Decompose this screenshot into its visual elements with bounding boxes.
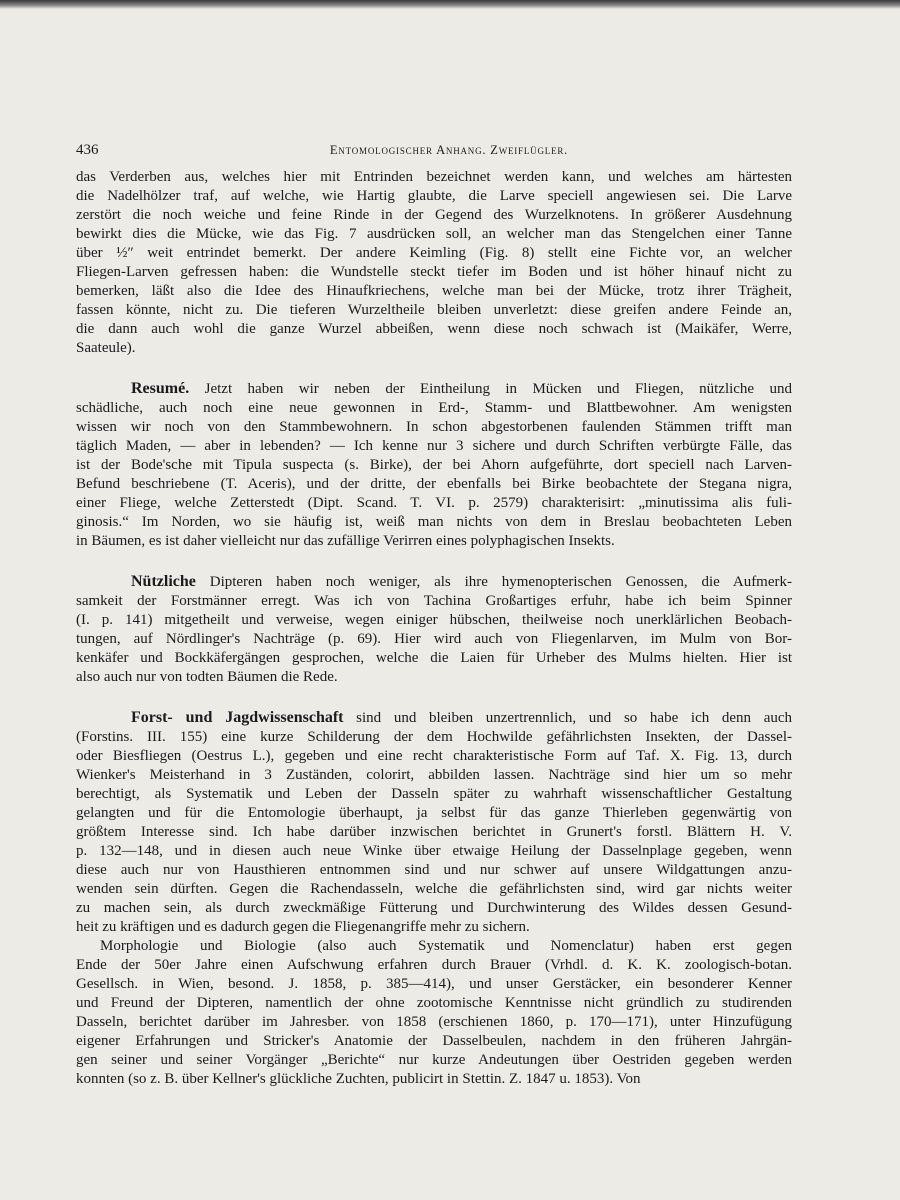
line-text: Wienker's Meisterhand in 3 Zuständen, colorirt, abbilden lassen. Nachträge sind hier um so mehr bbox=[76, 767, 792, 783]
line-text: oder Biesfliegen (Oestrus L.), gegeben und eine recht charakteristische Form auf Taf. X. Fig. 13, durch bbox=[76, 748, 792, 764]
line-text: samkeit der Forstmänner erregt. Was ich von Tachina Großartiges erfuhr, habe ich beim Spinner bbox=[76, 593, 792, 609]
text-line bbox=[76, 747, 792, 766]
paragraph bbox=[76, 379, 792, 551]
paragraph-spacer bbox=[76, 358, 792, 379]
paragraph bbox=[76, 708, 792, 937]
text-line bbox=[76, 1032, 792, 1051]
line-text: tungen, auf Nördlinger's Nachträge (p. 69). Hier wird auch von Fliegenlarven, im Mulm von Bor- bbox=[76, 631, 792, 647]
line-text: bemerken, läßt also die Idee des Hinaufkriechens, welche man bei der Mücke, trotz ihrer Trägheit, bbox=[76, 283, 792, 299]
line-text: ginosis.“ Im Norden, wo sie häufig ist, weiß man nichts von dem in Breslau beobachteten Leben bbox=[76, 514, 792, 530]
text-line bbox=[76, 1070, 792, 1089]
line-text: Jetzt haben wir neben der Eintheilung in Mücken und Fliegen, nützliche und bbox=[204, 381, 793, 397]
text-line bbox=[76, 766, 792, 785]
line-text: also auch nur von todten Bäumen die Rede. bbox=[76, 669, 338, 685]
line-text: größtem Interesse sind. Ich habe darüber inzwischen berichtet in Grunert's forstl. Blättern H. V. bbox=[76, 824, 792, 840]
line-text: die Nadelhölzer traf, auf welche, wie Hartig glaubte, die Larve speciell angewiesen sei. Die Larve bbox=[76, 188, 792, 204]
paragraph bbox=[76, 572, 792, 687]
text-line bbox=[76, 630, 792, 649]
text-line bbox=[76, 728, 792, 747]
line-text: über ½″ weit entrindet bemerkt. Der andere Keimling (Fig. 8) stellt eine Fichte vor, an welcher bbox=[76, 245, 792, 261]
page-header bbox=[76, 142, 792, 168]
text-line bbox=[76, 956, 792, 975]
paragraph-spacer bbox=[76, 551, 792, 572]
text-line bbox=[76, 649, 792, 668]
text-line bbox=[76, 456, 792, 475]
line-text: das Verderben aus, welches hier mit Entrinden bezeichnet werden kann, und welches am härtesten bbox=[76, 169, 792, 185]
line-text: Befund beschriebene (T. Aceris), und der dritte, der ebenfalls bei Birke beobachtete der Stegana nigra, bbox=[76, 476, 792, 492]
text-line bbox=[76, 994, 792, 1013]
text-line bbox=[76, 475, 792, 494]
line-text: wissen wir noch von den Stammbewohnern. In schon abgestorbenen faulenden Stämmen trifft man bbox=[76, 419, 792, 435]
text-line bbox=[76, 206, 792, 225]
line-text: zu machen sein, als durch zweckmäßige Fütterung und Durchwinterung des Wildes dessen Gesund- bbox=[76, 900, 792, 916]
text-line bbox=[76, 225, 792, 244]
line-text: Saateule). bbox=[76, 340, 136, 356]
paragraph-spacer bbox=[76, 687, 792, 708]
book-page bbox=[76, 142, 792, 1089]
paragraph bbox=[76, 937, 792, 1089]
line-text: zerstört die noch weiche und feine Rinde in der Gegend des Wurzelknotens. In größerer Ausdehnung bbox=[76, 207, 792, 223]
text-line bbox=[76, 301, 792, 320]
text-line bbox=[76, 918, 792, 937]
line-text: diese auch nur von Hausthieren entnommen sind und nur schwer auf unsere Wildgattungen anzu- bbox=[76, 862, 792, 878]
text-line bbox=[76, 263, 792, 282]
runin-heading: Resumé. bbox=[131, 380, 190, 397]
line-text: Dipteren haben noch weniger, als ihre hymenopterischen Genossen, die Aufmerk- bbox=[209, 574, 792, 590]
text-line bbox=[76, 168, 792, 187]
line-text: in Bäumen, es ist daher vielleicht nur das zufällige Verirren eines polyphagischen Insekts. bbox=[76, 533, 615, 549]
line-text: fassen könnte, nicht zu. Die tieferen Wurzeltheile bleiben unverletzt: diese greifen andere Feinde an, bbox=[76, 302, 792, 318]
text-line bbox=[76, 1013, 792, 1032]
text-line bbox=[76, 282, 792, 301]
text-line bbox=[76, 611, 792, 630]
runin-heading: Forst- und Jagdwissenschaft bbox=[131, 709, 344, 726]
line-text: wenden sein dürften. Gegen die Rachendasseln, welche die gefährlichsten sind, wird gar nichts weiter bbox=[76, 881, 792, 897]
line-text: bewirkt dies die Mücke, wie das Fig. 7 ausdrücken soll, an welcher man das Stengelchen einer Tanne bbox=[76, 226, 792, 242]
line-text: ist der Bode'sche mit Tipula suspecta (s. Birke), der bei Ahorn aufgeführte, dort speciell nach Larven- bbox=[76, 457, 792, 473]
text-line bbox=[76, 1051, 792, 1070]
text-line bbox=[76, 494, 792, 513]
line-text: Ende der 50er Jahre einen Aufschwung erfahren durch Brauer (Vrhdl. d. K. K. zoologisch-botan. bbox=[76, 957, 792, 973]
text-line bbox=[76, 899, 792, 918]
runin-heading: Nützliche bbox=[131, 573, 196, 590]
text-line bbox=[76, 379, 792, 399]
line-text: heit zu kräftigen und es dadurch gegen die Fliegenangriffe mehr zu sichern. bbox=[76, 919, 530, 935]
line-text: sind und bleiben unzertrennlich, und so habe ich denn auch bbox=[356, 710, 793, 726]
body-text bbox=[76, 168, 792, 1089]
line-text: (Forstins. III. 155) eine kurze Schilderung der dem Hochwilde gefährlichsten Insekten, der Dassel- bbox=[76, 729, 792, 745]
text-line bbox=[76, 399, 792, 418]
text-line bbox=[76, 823, 792, 842]
line-text: gelangten und für die Entomologie überhaupt, ja selbst für das ganze Thierleben gegenwärtig von bbox=[76, 805, 792, 821]
text-line bbox=[76, 532, 792, 551]
line-text: Morphologie und Biologie (also auch Systematik und Nomenclatur) haben erst gegen bbox=[100, 938, 792, 954]
line-text: die dann auch wohl die ganze Wurzel abbeißen, wenn diese noch schwach ist (Maikäfer, Werre, bbox=[76, 321, 792, 337]
text-line bbox=[76, 592, 792, 611]
line-text: konnten (so z. B. über Kellner's glückliche Zuchten, publicirt in Stettin. Z. 1847 u. 1853). Von bbox=[76, 1071, 641, 1087]
text-line bbox=[76, 785, 792, 804]
text-line bbox=[76, 437, 792, 456]
text-line bbox=[76, 668, 792, 687]
line-text: und Freund der Dipteren, namentlich der ohne zootomische Kenntnisse nicht gründlich zu studirenden bbox=[76, 995, 792, 1011]
line-text: Dasseln, berichtet darüber im Jahresber. von 1858 (erschienen 1860, p. 170—171), unter Hinzufügung bbox=[76, 1014, 792, 1030]
text-line bbox=[76, 708, 792, 728]
line-text: einer Fliege, welche Zetterstedt (Dipt. Scand. T. VI. p. 2579) charakterisirt: „minutissima alis fuli- bbox=[76, 495, 792, 511]
line-text: gen seiner und seiner Vorgänger „Berichte“ nur kurze Andeutungen über Oestriden gegeben werden bbox=[76, 1052, 792, 1068]
text-line bbox=[76, 513, 792, 532]
line-text: Fliegen-Larven gefressen haben: die Wundstelle steckt tiefer im Boden und ist höher hinauf nicht zu bbox=[76, 264, 792, 280]
text-line bbox=[76, 861, 792, 880]
paragraph bbox=[76, 168, 792, 358]
text-line bbox=[76, 339, 792, 358]
line-text: schädliche, auch noch eine neue gewonnen in Erd-, Stamm- und Blattbewohner. Am wenigsten bbox=[76, 400, 792, 416]
text-line bbox=[76, 244, 792, 263]
text-line bbox=[76, 842, 792, 861]
scan-edge bbox=[0, 0, 900, 9]
text-line bbox=[76, 187, 792, 206]
page-number: 436 bbox=[76, 142, 99, 158]
text-line bbox=[76, 320, 792, 339]
line-text: täglich Maden, — aber in lebenden? — Ich kenne nur 3 sichere und durch Schriften verbürgte Fälle, das bbox=[76, 438, 792, 454]
line-text: Gesellsch. in Wien, besond. J. 1858, p. 385—414), und unser Gerstäcker, ein besonderer Kenner bbox=[76, 976, 792, 992]
line-text: kenkäfer und Bockkäfergängen gesprochen, welche die Laien für Urheber des Mulms hielten. Hier ist bbox=[76, 650, 792, 666]
text-line bbox=[76, 418, 792, 437]
text-line bbox=[76, 880, 792, 899]
text-line bbox=[76, 937, 792, 956]
line-text: berechtigt, als Systematik und Leben der Dasseln später zu wahrhaft wissenschaftlicher Gestaltung bbox=[76, 786, 792, 802]
text-line bbox=[76, 572, 792, 592]
line-text: eigener Erfahrungen und Stricker's Anatomie der Dasselbeulen, nachdem in den früheren Jahrgän- bbox=[76, 1033, 792, 1049]
text-line bbox=[76, 975, 792, 994]
line-text: (I. p. 141) mitgetheilt und verweise, wegen einiger hübschen, theilweise noch unerklärlichen Beobach- bbox=[76, 612, 792, 628]
running-head: Entomologischer Anhang. Zweiflügler. bbox=[329, 143, 569, 157]
line-text: p. 132—148, und in diesen auch neue Winke über etwaige Heilung der Dasselnplage gegeben, wenn bbox=[76, 843, 792, 859]
text-line bbox=[76, 804, 792, 823]
